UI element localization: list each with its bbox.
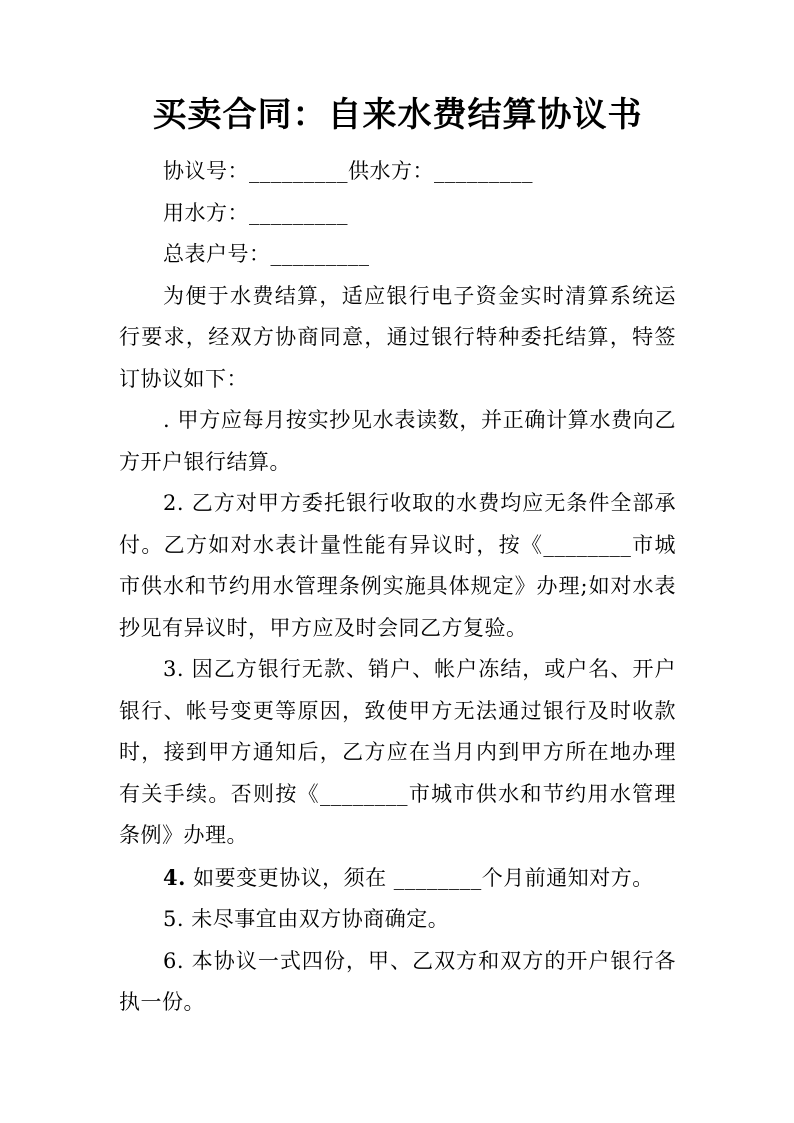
paragraph-clause-5: 5. 未尽事宜由双方协商确定。 xyxy=(163,907,450,931)
clause-4-number: 4. xyxy=(163,864,186,890)
document-title: 买卖合同：自来水费结算协议书 xyxy=(152,95,643,135)
field-line-agreement-number-and-supplier: 协议号：_________供水方：_________ xyxy=(163,159,533,183)
field-line-water-user: 用水方：_________ xyxy=(163,200,348,225)
paragraph-preamble: 为便于水费结算，适应银行电子资金实时清算系统运行要求，经双方协商同意，通过银行特种委托结算，特签订协议如下： xyxy=(119,283,676,391)
paragraph-clause-3: 3. 因乙方银行无款、销户、帐户冻结，或户名、开户银行、帐号变更等原因，致使甲方无法通过银行及时收款时，接到甲方通知后，乙方应在当月内到甲方所在地办理有关手续。否则按《________市城市供水和节约用水管理条例》办理。 xyxy=(119,657,676,847)
paragraph-clause-2: 2. 乙方对甲方委托银行收取的水费均应无条件全部承付。乙方如对水表计量性能有异议时，按《________市城市供水和节约用水管理条例实施具体规定》办理;如对水表抄见有异议时，甲方应及时会同乙方复验。 xyxy=(119,491,676,640)
field-line-master-meter-account: 总表户号：_________ xyxy=(163,242,370,266)
paragraph-clause-6: 6. 本协议一式四份，甲、乙双方和双方的开户银行各执一份。 xyxy=(119,948,676,1014)
paragraph-clause-1: . 甲方应每月按实抄见水表读数，并正确计算水费向乙方开户银行结算。 xyxy=(119,408,676,474)
clause-4-text: 如要变更协议，须在 ________个月前通知对方。 xyxy=(185,865,654,890)
paragraph-clause-4 xyxy=(119,857,676,900)
